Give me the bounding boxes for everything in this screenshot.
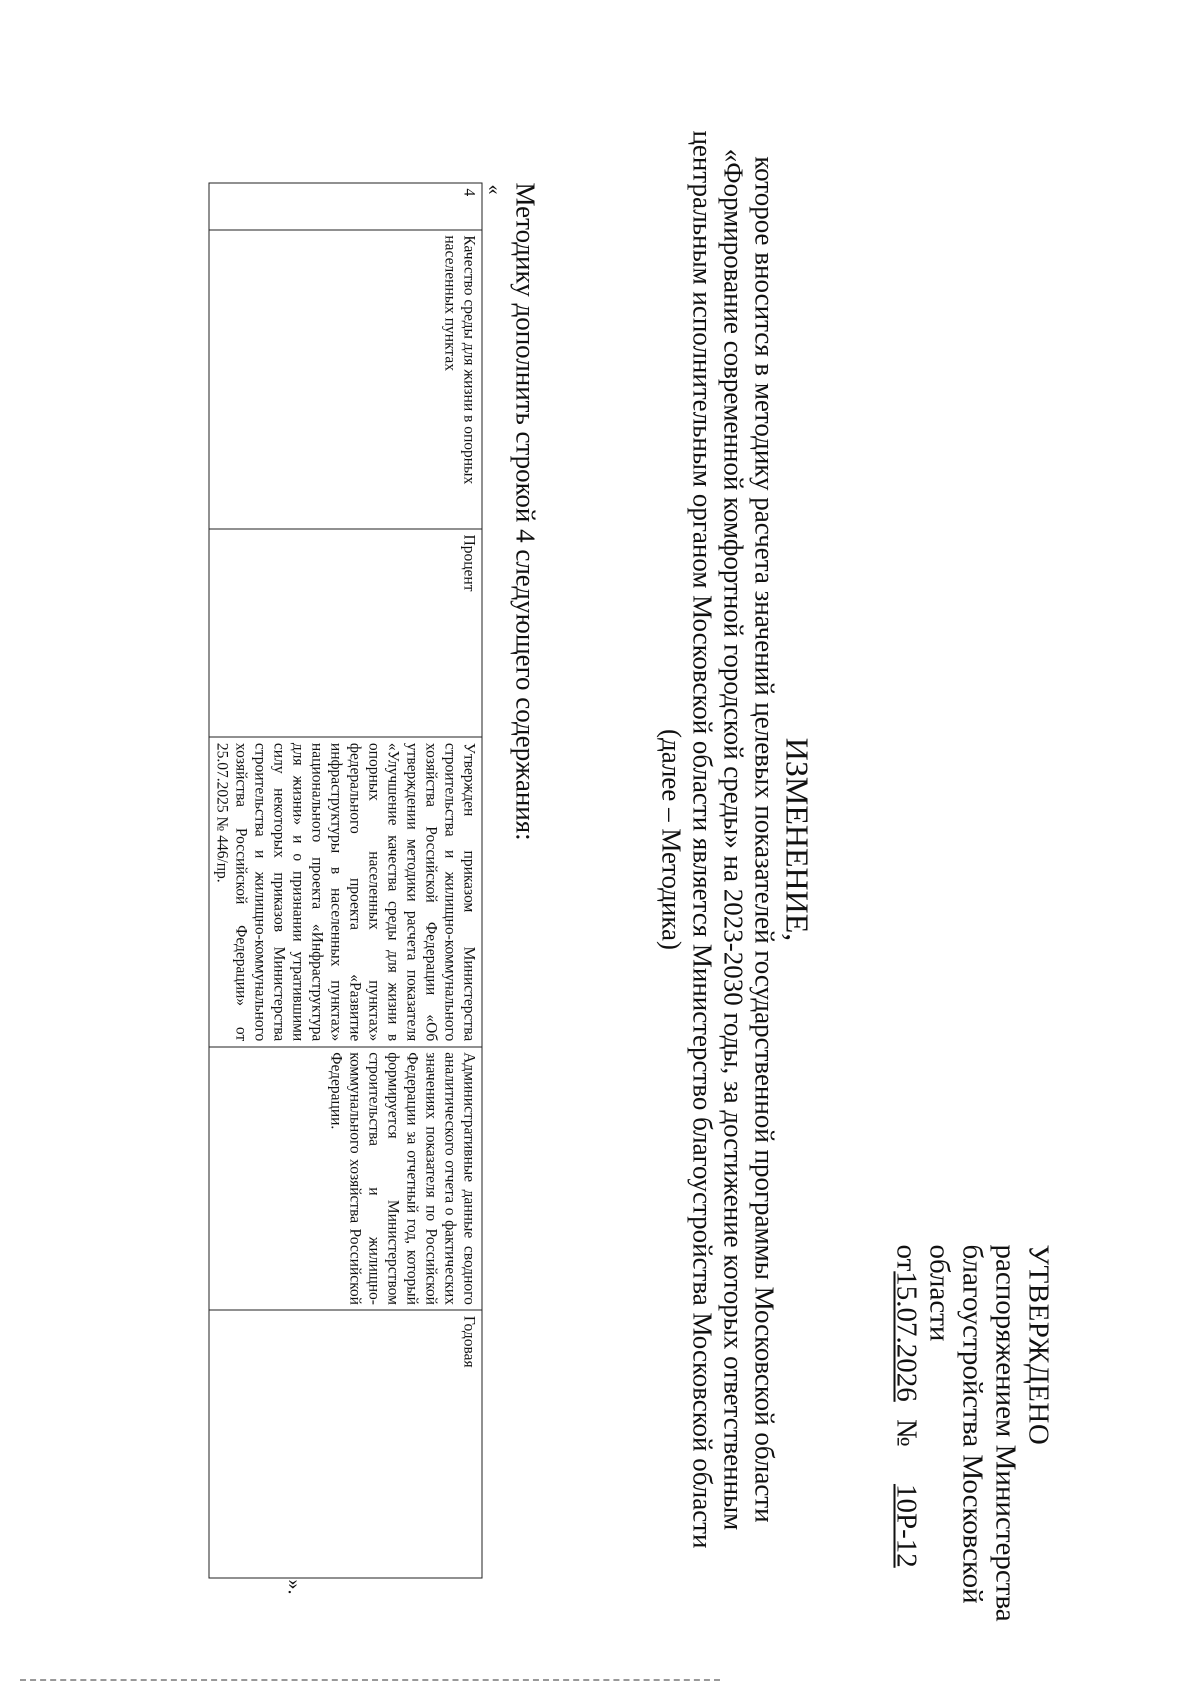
title-line-3: центральным исполнительным органом Московской области является Министерство благоустройства Московской области <box>687 130 718 1549</box>
title-line-1: которое вносится в методику расчета значений целевых показателей государственной программы Московской области <box>749 156 780 1523</box>
approval-date-prefix: от <box>890 1244 923 1272</box>
data-source-cell: Административные данные сводного аналитического отчета о фактических значениях показателя по Российской Федерации за отчетный год, который формируется Министерством строительства и жилищно-коммунального хозяйства Российской Федерации. <box>209 1047 482 1311</box>
scan-edge-marks <box>20 1679 720 1685</box>
approval-stamp <box>890 1245 1055 1665</box>
closing-quote: ». <box>283 1579 306 1595</box>
row-number-cell: 4 <box>209 183 482 230</box>
title-caption: ИЗМЕНЕНИЕ, <box>779 737 816 942</box>
opening-quote: « <box>483 184 506 195</box>
approval-heading: УТВЕРЖДЕНО <box>1022 1244 1055 1446</box>
unit-cell: Процент <box>209 529 482 737</box>
indicator-name-cell: Качество среды для жизни в опорных населенных пунктах <box>209 230 482 529</box>
periodicity-cell: Годовая <box>209 1310 482 1578</box>
amendment-table <box>209 183 483 1579</box>
document-title <box>656 60 816 1620</box>
approval-line-2: благоустройства Московской области <box>923 1244 989 1604</box>
intro-text: Методику дополнить строкой 4 следующего содержания: <box>510 182 541 841</box>
approval-date-line <box>890 1245 923 1665</box>
approval-line-1: распоряжением Министерства <box>989 1244 1022 1622</box>
methodology-cell: Утвержден приказом Министерства строительства и жилищно-коммунального хозяйства Российской Федерации «Об утверждении методики расчета показателя «Улучшение качества среды для жизни в опорных населенных пунктах» федерального проекта «Развитие инфраструктуры в населенных пунктах» национального проекта «Инфраструктура для жизни» и о признании утратившими силу некоторых приказов Министерства строительства и жилищно-коммунального хозяйства Российской Федерации» от 25.07.2025 № 446/пр. <box>209 737 482 1046</box>
approval-number: 10Р-12 <box>890 1483 923 1568</box>
table-row <box>209 183 482 1578</box>
document-page <box>1 0 1200 1697</box>
title-line-4: (далее – Методика) <box>656 728 687 951</box>
title-line-2: «Формирование современной комфортной городской среды» на 2023-2030 годы, за достижение которых ответственным <box>718 148 749 1531</box>
approval-number-sign: № <box>890 1419 923 1447</box>
approval-date: 15.07.2026 <box>890 1271 923 1402</box>
